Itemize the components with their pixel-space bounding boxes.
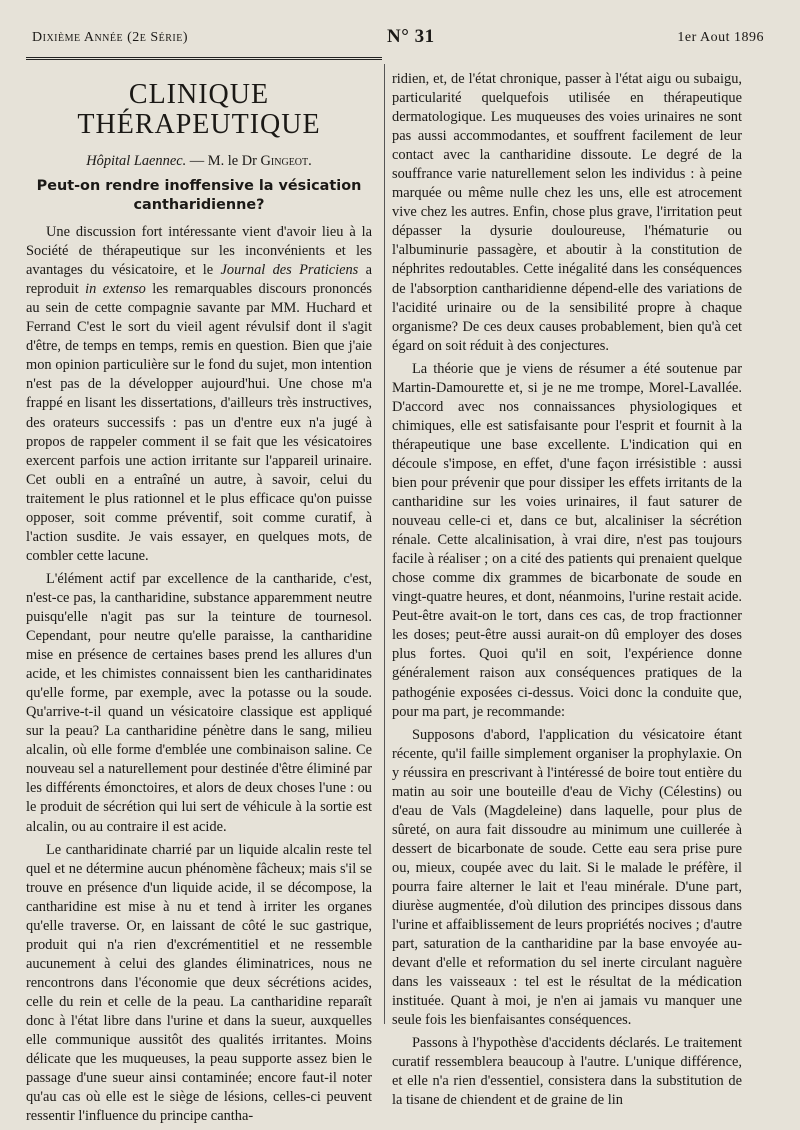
article-title-line: Peut-on rendre inoffensive la vésication <box>36 178 362 195</box>
running-head <box>32 26 764 50</box>
byline <box>26 152 372 171</box>
header-rule <box>26 57 382 60</box>
issue-date: 1er Aout 1896 <box>677 30 764 45</box>
paragraph: Une discussion fort intéressante vient d'avoir lieu à la Société de thérapeutique sur les inconvénients et les avantages du vésicatoire, et le Journal des Praticiens a reproduit in extenso les remarquables discours prononcés au sein de cette compagnie savante par MM. Huchard et Ferrand C'est le sort du vieil agent révulsif dont il s'agit d'être, de temps en temps, remis en question. Bien que j'aie mon opinion particulière sur le fond du sujet, mon intention n'est pas de la développer aujourd'hui. Une chose m'a frappé en lisant les dissertations, d'ailleurs très instructives, des orateurs successifs : pas un d'entre eux n'a jugé à propos de rappeler comment il se fait que les vésicatoires exercent parfois une action irritante sur l'appareil urinaire. Cet oubli en a entraîné un autre, à savoir, celui du traitement le plus rationnel et le plus efficace qu'on puisse opposer, soit comme préventif, soit comme curatif, à l'action susdite. Je vais essayer, en quelques mots, de combler cette lacune. <box>26 224 373 564</box>
left-column <box>26 70 372 1130</box>
article-title <box>26 177 372 215</box>
edition-label: Dixième Année (2e Série) <box>32 30 189 45</box>
hospital-name: Hôpital Laennec. <box>86 153 187 169</box>
doctor-name: Gingeot. <box>260 153 312 169</box>
paragraph: Passons à l'hypothèse d'accidents déclarés. Le traitement curatif ressemblera beaucoup à l'autre. L'unique différence, et elle n'a rien d'essentiel, consistera dans la substitution de la tisane de chiendent et de graine de lin <box>392 1035 742 1109</box>
issue-number: N° 31 <box>387 26 435 47</box>
paragraph: La théorie que je viens de résumer a été soutenue par Martin-Damourette et, si je ne me trompe, Morel-Lavallée. D'accord avec nos connaissances physiologiques et chimiques, elle est satisfaisante pour l'esprit et fournit à la thérapeutique une base excellente. L'indication qui en découle s'impose, en effet, d'une façon irrésistible : aussi bien pour prévenir que pour dissiper les effets irritants de la cantharidine sur les voies urinaires, il faut saturer de nouveau celle-ci et, dans ce but, alcaliniser la sécrétion rénale. Cette alcalinisation, à vrai dire, n'est pas toujours facile à réaliser ; on a cité des patients qui prenaient quelque chose comme dix grammes de bicarbonate de soude en vingt-quatre heures, et dont, néanmoins, l'urine restait acide. Peut-être avait-on le tort, dans ces cas, de trop fractionner les doses; peut-être aussi aurait-on dû employer des doses plus fortes. Quoi qu'il en soit, l'expérience donne généralement raison aux conséquences pratiques de la pathogénie exposées ci-dessus. Voici donc la conduite que, pour ma part, je recommande: <box>392 360 742 720</box>
article-title-line: cantharidienne? <box>133 197 265 214</box>
paragraph: Supposons d'abord, l'application du vésicatoire étant récente, qu'il faille simplement organiser la prophylaxie. On y réussira en prescrivant à l'intéressé de boire tout entière du matin au soir une bouteille d'eau de Vichy (Célestins) ou d'eau de Vals (Magdeleine) dans laquelle, pour plus de sûreté, on aura fait dissoudre au minimum une cuillerée à dessert de bicarbonate de soude. Cette eau sera prise pure ou, mieux, coupée avec du lait. Si le malade le préfère, il pourra faire alterner le lait et l'eau minérale. D'une part, diurèse augmentée, d'où dilution des principes dissous dans l'urine et affaiblissement de leurs propriétés nocives ; d'autre part, saturation de la cantharidine par la base envoyée au-devant d'elle et reformation du sel inerte circulant naguère dans les vaisseaux : tel est le résultat de la médication instituée. Quant à moi, je n'en ai jamais vu manquer une seule fois les bienfaisantes conséquences. <box>392 726 742 1029</box>
journal-title: Journal des Praticiens <box>220 262 359 279</box>
latin-phrase: in extenso <box>85 281 146 298</box>
section-title: CLINIQUE THÉRAPEUTIQUE <box>77 79 321 140</box>
byline-separator: — M. le Dr <box>186 153 261 169</box>
paragraph: L'élément actif par excellence de la cantharide, c'est, n'est-ce pas, la cantharidine, substance apparemment neutre puisqu'elle n'agit pas sur la teinture de tournesol. Cependant, pour neutre qu'elle paraisse, la cantharidine mise en présence de certaines bases prend les allures d'un acide, et les chimistes connaissent bien les cantharidinates qu'elle forme, par exemple, avec la potasse ou la soude. Qu'arrive-t-il quand un vésicatoire classique est appliqué sur la peau? La cantharidine pénètre dans le sang, milieu alcalin, où elle forme d'emblée une combinaison saline. Ce nouveau sel a naturellement pour destinée d'être éliminé par les différents émonctoires, et alors de deux choses l'une : ou le produit de sécrétion qui lui sert de véhicule à la sortie est alcalin, ou au contraire il est acide. <box>26 570 372 835</box>
column-divider <box>384 64 385 1024</box>
paragraph: Le cantharidinate charrié par un liquide alcalin reste tel quel et ne détermine aucun phénomène fâcheux; mais s'il se trouve en présence d'un liquide acide, il se décompose, la cantharidine est mise à nu et tend à irriter les organes qu'elle traverse. Or, en laissant de côté le suc gastrique, produit qui n'a rien d'excrémentitiel et ne ressemble aucunement à celui des glandes éliminatrices, nous ne rencontrons dans l'économie que deux sécrétions acides, celle du rein et celle de la peau. La cantharidine reparaît donc à l'état libre dans l'urine et dans la sueur, auxquelles elle communique aussitôt des qualités irritantes. Moins délicate que les muqueuses, la peau supporte assez bien le passage d'une sueur ainsi contaminée; encore faut-il noter qu'au cas où elle est le siège de lésions, celles-ci peuvent ressentir l'influence du principe cantha- <box>26 841 372 1125</box>
paragraph: ridien, et, de l'état chronique, passer à l'état aigu ou subaigu, particularité quelquefois utilisée en thérapeutique dermatologique. Les muqueuses des voies urinaires ne sont pas aussi accommodantes, et souffrent facilement de leur contact avec la cantharidine dissoute. Le degré de la souffrance varie naturellement selon les individus : à peine marquée ou même nulle chez les uns, elle est atrocement vive chez les autres. Enfin, chose plus grave, l'irritation peut dépasser la dysurie douloureuse, l'hématurie ou l'albuminurie passagère, et aboutir à la constitution de néphrites redoutables. Cette inégalité dans les conséquences de l'absorption cantharidienne dépend-elle des variations de l'acidité urinaire ou de la sensibilité propre à chaque organisme? De ces deux causes probablement, bien qu'à cet égard on soit réduit à des conjectures. <box>392 71 742 354</box>
right-column <box>392 70 742 1115</box>
